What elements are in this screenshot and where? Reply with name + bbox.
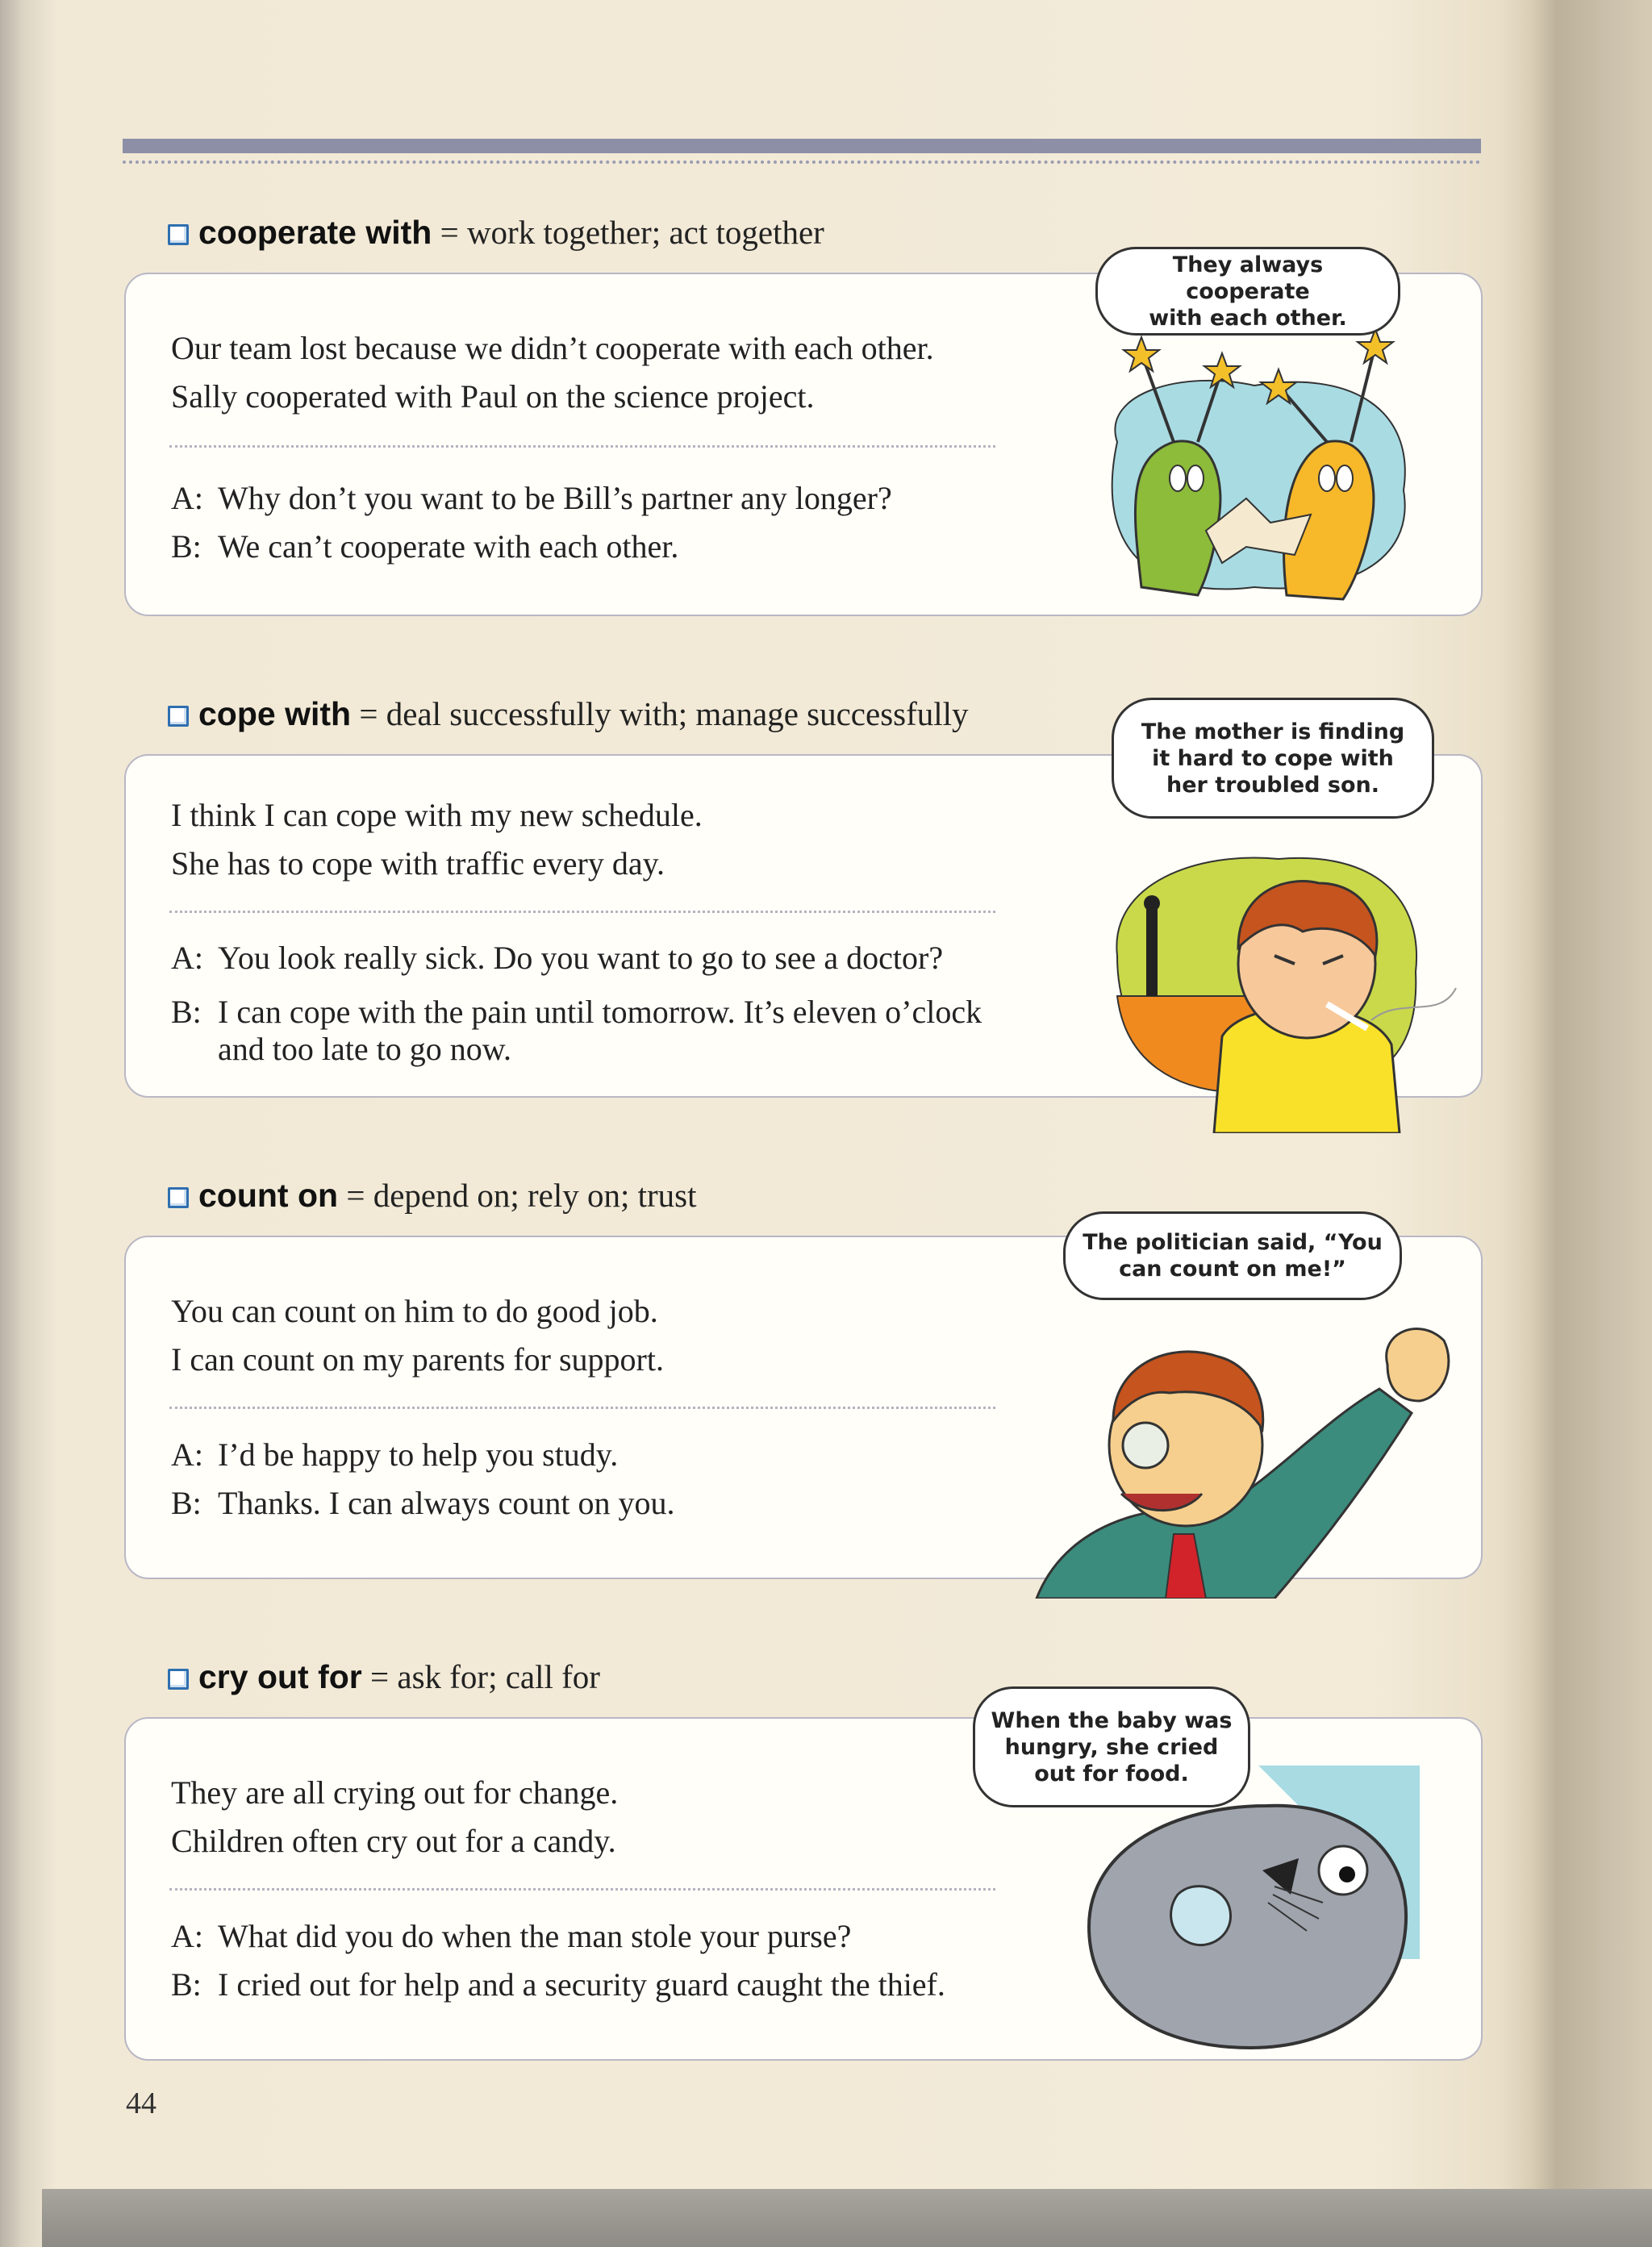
dotted-separator — [169, 911, 995, 913]
fist-icon — [1387, 1329, 1449, 1401]
dialogue-line: A: What did you do when the man stole your purse? — [171, 1912, 945, 1961]
speech-bubble: The mother is finding it hard to cope with her troubled son. — [1112, 698, 1434, 819]
dialogue — [171, 474, 892, 571]
example-sentence: They are all crying out for change. — [171, 1774, 619, 1811]
speech-bubble: When the baby was hungry, she cried out for food. — [973, 1686, 1250, 1807]
speaker-label: B: — [171, 528, 202, 565]
example-sentence: Children often cry out for a candy. — [171, 1823, 616, 1859]
definition: depend on; rely on; trust — [373, 1177, 697, 1214]
green-alien — [1135, 441, 1220, 595]
dialogue-line: B: I can cope with the pain until tomorrow. It’s eleven o’clock — [171, 994, 982, 1030]
phrase: cooperate with — [198, 214, 432, 251]
checkbox-icon[interactable] — [168, 706, 189, 727]
monocle-icon — [1123, 1423, 1168, 1468]
illustration-politician — [1032, 1300, 1452, 1599]
dotted-separator — [169, 1888, 995, 1891]
speaker-label: A: — [171, 1436, 203, 1473]
speech-bubble: They always cooperate with each other. — [1095, 247, 1400, 336]
dialogue-line: B: Thanks. I can always count on you. — [171, 1479, 675, 1528]
phrase: cry out for — [198, 1658, 362, 1695]
example-sentence: She has to cope with traffic every day. — [171, 845, 665, 882]
speaker-label: B: — [171, 994, 202, 1030]
baby-seal — [1171, 1886, 1231, 1945]
phrase: count on — [198, 1177, 339, 1214]
dotted-separator — [169, 445, 995, 448]
dialogue-continuation: and too late to go now. — [218, 1031, 512, 1067]
checkbox-icon[interactable] — [168, 1669, 189, 1690]
example-sentence: Sally cooperated with Paul on the science project. — [171, 378, 815, 415]
phrase: cope with — [198, 695, 352, 732]
checkbox-icon[interactable] — [168, 1187, 189, 1208]
speech-bubble: The politician said, “You can count on me!” — [1063, 1211, 1402, 1300]
dotted-separator — [169, 1407, 995, 1409]
speaker-label: A: — [171, 480, 203, 516]
entry-heading: cry out for = ask for; call for — [168, 1653, 600, 1701]
entry-heading: cooperate with = work together; act together — [168, 208, 824, 256]
illustration-aliens — [1085, 321, 1424, 611]
page-number: 44 — [126, 2086, 156, 2120]
star-icon — [1124, 337, 1159, 371]
speaker-label: A: — [171, 940, 203, 976]
example-sentence: You can count on him to do good job. — [171, 1293, 658, 1329]
mother-silhouette — [1146, 907, 1158, 996]
header-bar — [123, 139, 1481, 153]
bottom-shadow-band — [42, 2189, 1652, 2247]
dialogue — [171, 934, 982, 1068]
entry-heading: count on = depend on; rely on; trust — [168, 1171, 697, 1219]
checkbox-icon[interactable] — [168, 224, 189, 245]
dialogue-line: B: I cried out for help and a security guard caught the thief. — [171, 1961, 945, 2009]
header-dotted-rule — [123, 160, 1481, 164]
entry-heading: cope with = deal successfully with; manage successfully — [168, 690, 969, 738]
example-sentence: I can count on my parents for support. — [171, 1341, 664, 1378]
dialogue-line: A: Why don’t you want to be Bill’s partner any longer? — [171, 474, 892, 523]
speaker-label: B: — [171, 1485, 202, 1521]
example-sentence: I think I can cope with my new schedule. — [171, 797, 703, 833]
definition: deal successfully with; manage successfully — [386, 695, 969, 732]
dialogue-line: A: You look really sick. Do you want to go to see a doctor? — [171, 934, 982, 982]
dialogue-line: A: I’d be happy to help you study. — [171, 1431, 675, 1479]
definition: work together; act together — [466, 214, 824, 251]
definition: ask for; call for — [397, 1658, 600, 1695]
speaker-label: A: — [171, 1918, 203, 1954]
illustration-boy — [1101, 835, 1480, 1133]
dialogue — [171, 1431, 675, 1528]
seal-body — [1089, 1806, 1406, 2048]
speaker-label: B: — [171, 1966, 202, 2003]
dialogue — [171, 1912, 945, 2009]
example-sentence: Our team lost because we didn’t cooperate with each other. — [171, 330, 934, 366]
dialogue-line: B: We can’t cooperate with each other. — [171, 523, 892, 571]
